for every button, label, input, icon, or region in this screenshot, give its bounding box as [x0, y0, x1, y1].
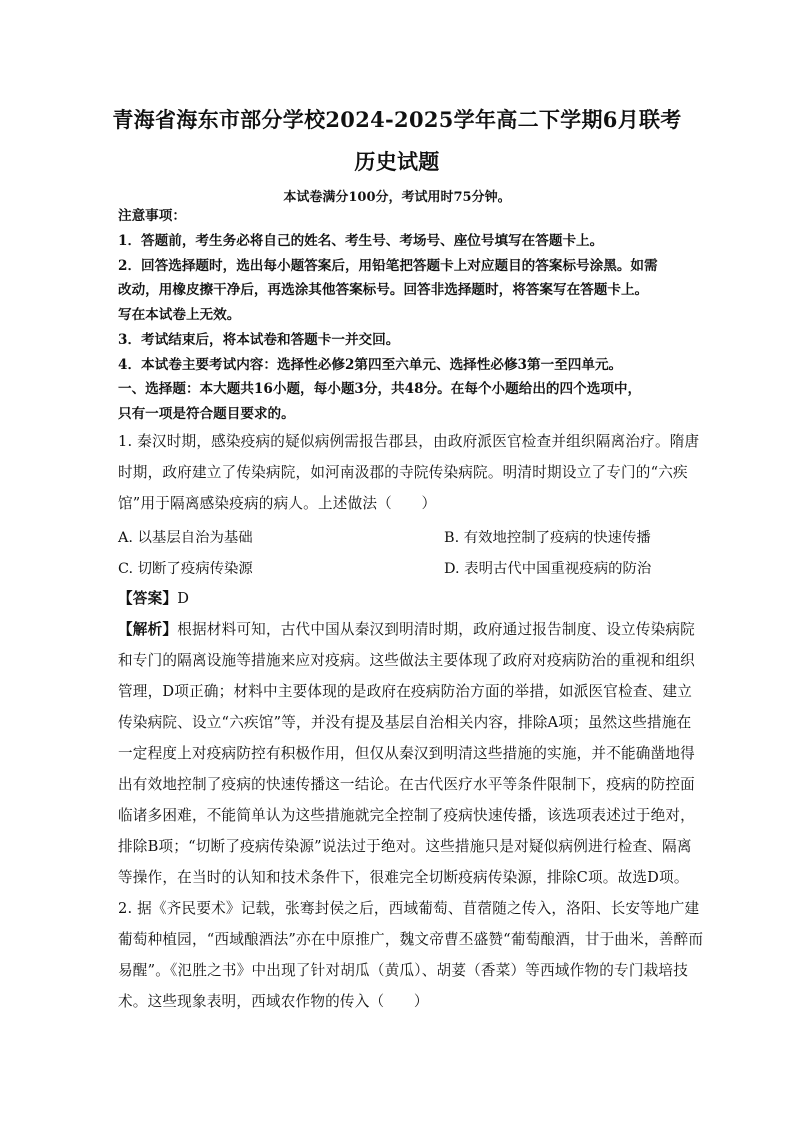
analysis-line: 排除B项；“切断了疫病传染源”说法过于绝对。这些措施只是对疑似病例进行检查、隔离	[118, 838, 692, 855]
note-line: 3．考试结束后，将本试卷和答题卡一并交回。	[118, 332, 400, 348]
analysis-line	[118, 620, 695, 640]
option-a: A. 以基层自治为基础	[118, 530, 253, 546]
analysis-line: 和专门的隔离设施等措施来应对疫病。这些做法主要体现了政府对疫病防治的重视和组织	[118, 652, 695, 669]
question-text: 术。这些现象表明，西域农作物的传入（ ）	[118, 993, 429, 1010]
question-text: 易醒”。《氾胜之书》中出现了针对胡瓜（黄瓜）、胡荽（香菜）等西域作物的专门栽培技	[118, 962, 689, 979]
question-text: 葡萄种植园，“西域酿酒法”亦在中原推广，魏文帝曹丕盛赞“葡萄酿酒，甘于曲米，善醉而	[118, 931, 704, 948]
notes-heading: 注意事项：	[118, 208, 186, 224]
option-b: B. 有效地控制了疫病的快速传播	[444, 530, 651, 546]
analysis-text: 根据材料可知，古代中国从秦汉到明清时期，政府通过报告制度、设立传染病院	[177, 621, 695, 638]
answer-value: D	[177, 590, 190, 607]
analysis-line: 临诸多困难，不能简单认为这些措施就完全控制了疫病快速传播，该选项表述过于绝对，	[118, 807, 695, 824]
page-subtitle: 历史试题	[354, 149, 440, 174]
note-line: 写在本试卷上无效。	[118, 307, 241, 323]
question-text: 馆”用于隔离感染疫病的病人。上述做法（ ）	[118, 495, 437, 512]
page-title: 青海省海东市部分学校2024-2025学年高二下学期6月联考	[112, 107, 682, 132]
analysis-line: 出有效地控制了疫病的快速传播这一结论。在古代医疗水平等条件限制下，疫病的防控面	[118, 776, 695, 793]
option-d: D. 表明古代中国重视疫病的防治	[444, 561, 652, 577]
section-heading: 只有一项是符合题目要求的。	[118, 406, 295, 422]
section-heading: 一、选择题：本大题共16小题，每小题3分，共48分。在每个小题给出的四个选项中，	[118, 381, 642, 397]
question-text: 时期，政府建立了传染病院，如河南汲郡的寺院传染病院。明清时期设立了专门的“六疾	[118, 464, 688, 481]
question-text: 2. 据《齐民要术》记载，张骞封侯之后，西域葡萄、苜蓿随之传入，洛阳、长安等地广建	[118, 900, 700, 917]
note-line: 改动，用橡皮擦干净后，再选涂其他答案标号。回答非选择题时，将答案写在答题卡上。	[118, 282, 649, 298]
analysis-line: 传染病院、设立“六疾馆”等，并没有提及基层自治相关内容，排除A项；虽然这些措施在	[118, 714, 692, 731]
analysis-line: 管理，D项正确；材料中主要体现的是政府在疫病防治方面的举措，如派医官检查、建立	[118, 683, 693, 700]
option-c: C. 切断了疫病传染源	[118, 561, 253, 577]
note-line: 2．回答选择题时，选出每小题答案后，用铅笔把答题卡上对应题目的答案标号涂黑。如需	[118, 258, 658, 274]
analysis-line: 等操作，在当时的认知和技术条件下，很难完全切断疫病传染源，排除C项。故选D项。	[118, 869, 689, 886]
note-line: 4．本试卷主要考试内容：选择性必修2第四至六单元、选择性必修3第一至四单元。	[118, 357, 623, 373]
exam-info: 本试卷满分100分，考试用时75分钟。	[283, 190, 511, 205]
answer-label: 【答案】	[118, 590, 178, 607]
note-line: 1．答题前，考生务必将自己的姓名、考生号、考场号、座位号填写在答题卡上。	[118, 233, 604, 249]
analysis-line: 一定程度上对疫病防控有积极作用，但仅从秦汉到明清这些措施的实施，并不能确凿地得	[118, 745, 695, 762]
answer	[118, 589, 678, 609]
question-text: 1. 秦汉时期，感染疫病的疑似病例需报告郡县，由政府派医官检查并组织隔离治疗。隋唐	[118, 433, 700, 450]
analysis-label: 【解析】	[118, 621, 178, 638]
